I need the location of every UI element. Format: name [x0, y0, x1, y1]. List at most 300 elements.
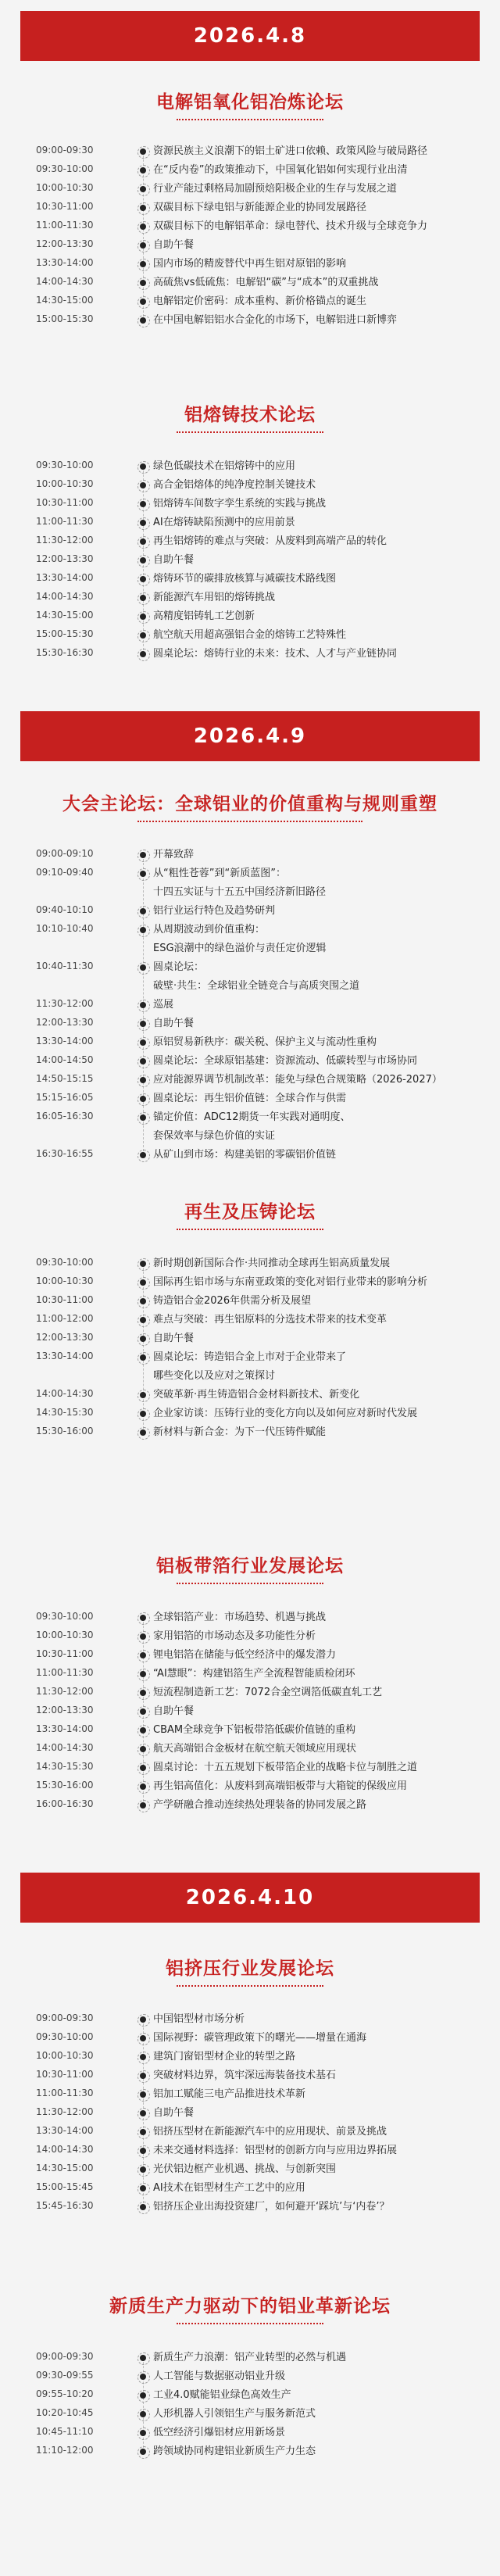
day-banner-3: 2026.4.10	[20, 1873, 480, 1923]
timeline-dot-icon	[140, 1279, 146, 1286]
session-topic-line: 光伏铝边框产业机遇、挑战、与创新突围	[153, 2163, 337, 2175]
session-topic	[153, 2179, 477, 2198]
schedule-row	[20, 1404, 480, 1423]
timeline-dot-icon	[140, 482, 146, 488]
timeline-dot-icon	[140, 1746, 146, 1752]
schedule-row	[20, 2066, 480, 2085]
session-topic	[153, 2141, 477, 2160]
session-topic	[153, 1014, 477, 1033]
session-time: 11:00-11:30	[36, 220, 94, 231]
schedule-row	[20, 864, 480, 902]
schedule-row	[20, 1740, 480, 1758]
session-time: 09:40-10:10	[36, 904, 94, 915]
timeline-dot-icon	[140, 1152, 146, 1158]
timeline-dot-icon	[140, 1727, 146, 1733]
session-topic-line: 企业家访谈：压铸行业的变化方向以及如何应对新时代发展	[153, 1408, 418, 1419]
session-topic	[153, 274, 477, 292]
session-time: 10:30-11:00	[36, 1648, 94, 1659]
session-time: 14:00-14:30	[36, 591, 94, 602]
timeline-dot-icon	[140, 1298, 146, 1304]
timeline-dot-icon	[140, 463, 146, 470]
timeline-dot-icon	[140, 280, 146, 286]
session-topic-line: 高硫焦vs低硫焦：电解铝“碳”与“成本”的双重挑战	[153, 277, 379, 288]
forum-title: 铝挤压行业发展论坛	[166, 1959, 334, 1979]
timeline-dot-icon	[140, 1114, 146, 1121]
session-topic-line: 高合金铝熔体的纯净度控制关键技术	[153, 479, 316, 491]
session-topic-line: 在“反内卷”的政策推动下，中国氧化铝如何实现行业出清	[153, 164, 408, 176]
session-topic	[153, 1796, 477, 1815]
session-topic	[153, 1254, 477, 1273]
timeline-dot-icon	[140, 1652, 146, 1658]
session-topic	[153, 2367, 477, 2386]
session-topic	[153, 2085, 477, 2104]
session-time: 09:00-09:10	[36, 848, 94, 859]
schedule-row	[20, 2386, 480, 2405]
timeline-dot-icon	[140, 871, 146, 877]
schedule-row	[20, 2048, 480, 2066]
timeline-dot-icon	[140, 1261, 146, 1267]
session-time: 09:55-10:20	[36, 2388, 94, 2399]
schedule-row	[20, 626, 480, 645]
timeline-dot-icon	[140, 538, 146, 545]
schedule-row	[20, 1146, 480, 1165]
timeline-dot-icon	[140, 2430, 146, 2436]
session-topic-line: 再生铝高值化：从废料到高端铝板带与大箱锭的保级应用	[153, 1780, 408, 1792]
session-time: 09:00-09:30	[36, 2012, 94, 2023]
session-topic	[153, 570, 477, 589]
session-topic-line: 开幕致辞	[153, 849, 195, 860]
session-topic-line: 新材料与新合金：为下一代压铸件赋能	[153, 1426, 327, 1438]
session-topic	[153, 1386, 477, 1404]
session-time: 09:30-10:00	[36, 1611, 94, 1622]
session-time: 11:00-11:30	[36, 2088, 94, 2098]
session-topic-line: 自助午餐	[153, 1705, 195, 1717]
session-topic-line: 自助午餐	[153, 239, 195, 251]
session-topic-line: 人工智能与数据驱动铝业升级	[153, 2370, 286, 2382]
session-topic-line: 短流程制造新工艺：7072合金空调箔低碳直轧工艺	[153, 1687, 383, 1698]
session-time: 14:30-15:30	[36, 1407, 94, 1418]
session-time: 15:00-15:30	[36, 313, 94, 324]
timeline-dot-icon	[140, 2166, 146, 2173]
schedule-row	[20, 1796, 480, 1815]
session-topic-line: 高精度铝铸轧工艺创新	[153, 610, 255, 622]
schedule-row	[20, 1702, 480, 1721]
session-topic	[153, 1702, 477, 1721]
schedule-row	[20, 589, 480, 607]
timeline-dot-icon	[140, 1633, 146, 1640]
session-time: 11:30-12:00	[36, 2106, 94, 2117]
session-topic	[153, 2160, 477, 2179]
session-topic-line: 圆桌论坛：	[153, 961, 205, 973]
session-topic-line: 铸造铝合金2026年供需分析及展望	[153, 1295, 312, 1307]
session-topic	[153, 1665, 477, 1683]
timeline-dot-icon	[140, 1058, 146, 1064]
session-time: 10:30-11:00	[36, 497, 94, 508]
timeline-dot-icon	[140, 261, 146, 267]
session-topic	[153, 1758, 477, 1777]
timeline-dot-icon	[140, 2392, 146, 2399]
schedule-row	[20, 1071, 480, 1089]
session-topic-line: 航天高端铝合金板材在航空航天领域应用现状	[153, 1743, 357, 1755]
session-time: 10:40-11:30	[36, 961, 94, 971]
session-time: 12:00-13:30	[36, 1705, 94, 1716]
session-topic	[153, 1089, 477, 1108]
session-topic-line: 行业产能过剩格局加剧预焙阳极企业的生存与发展之道	[153, 183, 398, 195]
session-topic-line: 铝挤压型材在新能源汽车中的应用现状、前景及挑战	[153, 2126, 388, 2138]
session-topic	[153, 1033, 477, 1052]
agenda-page	[20, 0, 480, 2576]
timeline-dot-icon	[140, 1802, 146, 1809]
session-time: 14:30-15:30	[36, 1761, 94, 1772]
session-topic	[153, 2029, 477, 2048]
session-topic	[153, 1646, 477, 1665]
session-time: 15:00-15:30	[36, 628, 94, 639]
session-topic	[153, 142, 477, 161]
session-time: 14:30-15:00	[36, 610, 94, 621]
session-topic-line: 工业4.0赋能铝业绿色高效生产	[153, 2389, 291, 2401]
session-time: 13:30-14:00	[36, 1723, 94, 1734]
session-topic	[153, 1146, 477, 1165]
session-time: 15:30-16:00	[36, 1426, 94, 1436]
session-topic-line: 套保效率与绿色价值的实证	[153, 1130, 276, 1142]
session-topic-line: 未来交通材料选择：铝型材的创新方向与应用边界拓展	[153, 2145, 398, 2156]
schedule-row	[20, 607, 480, 626]
timeline-dot-icon	[140, 557, 146, 564]
session-topic	[153, 292, 477, 311]
schedule-row	[20, 1052, 480, 1071]
session-topic	[153, 311, 477, 330]
session-time: 09:30-09:55	[36, 2370, 94, 2381]
timeline-dot-icon	[140, 2016, 146, 2023]
session-time: 16:30-16:55	[36, 1148, 94, 1159]
session-topic-line: 建筑门窗铝型材企业的转型之路	[153, 2051, 296, 2063]
session-topic-line: ESG浪潮中的绿色溢价与责任定价逻辑	[153, 943, 327, 954]
session-topic-line: 自助午餐	[153, 1333, 195, 1344]
schedule-list	[20, 2010, 480, 2216]
timeline-dot-icon	[140, 2374, 146, 2380]
session-topic-line: 在中国电解铝铝水合金化的市场下，电解铝进口新博弈	[153, 314, 398, 326]
session-topic-line: 十四五实证与十五五中国经济新旧路径	[153, 886, 327, 898]
timeline-dot-icon	[140, 242, 146, 249]
session-topic	[153, 2066, 477, 2085]
timeline-dot-icon	[140, 1429, 146, 1436]
session-topic-line: AI在熔铸缺陷预测中的应用前景	[153, 517, 295, 528]
timeline-dot-icon	[140, 1317, 146, 1323]
session-time: 10:00-10:30	[36, 478, 94, 489]
schedule-row	[20, 902, 480, 921]
session-topic-line: CBAM全球竞争下铝板带箔低碳价值链的重构	[153, 1724, 356, 1736]
session-topic-line: 跨领域协同构建铝业新质生产力生态	[153, 2445, 316, 2457]
session-time: 14:50-15:15	[36, 1073, 94, 1084]
timeline-dot-icon	[140, 2204, 146, 2210]
timeline-dot-icon	[140, 186, 146, 192]
session-topic	[153, 1292, 477, 1311]
session-time: 14:30-15:00	[36, 2163, 94, 2174]
session-topic	[153, 1348, 477, 1386]
timeline-dot-icon	[140, 205, 146, 211]
session-topic-line: 从“粗性苍蓉”到“新质蓝图”：	[153, 868, 286, 879]
timeline-dot-icon	[140, 2129, 146, 2135]
session-time: 14:00-14:30	[36, 1742, 94, 1753]
title-divider	[177, 431, 323, 433]
title-divider	[177, 1583, 323, 1584]
timeline-dot-icon	[140, 1708, 146, 1715]
session-topic-line: 圆桌讨论：十五五规划下板带箔企业的战略卡位与制胜之道	[153, 1762, 418, 1773]
schedule-row	[20, 1033, 480, 1052]
session-topic	[153, 846, 477, 864]
session-time: 10:20-10:45	[36, 2407, 94, 2418]
schedule-row	[20, 551, 480, 570]
timeline-dot-icon	[140, 964, 146, 971]
session-topic-line: 家用铝箔的市场动态及多功能性分析	[153, 1630, 316, 1642]
session-topic	[153, 1329, 477, 1348]
session-topic-line: 自助午餐	[153, 2107, 195, 2119]
schedule-row	[20, 476, 480, 495]
session-topic-line: 锚定价值：ADC12期货一年实践对通明度、	[153, 1111, 351, 1123]
session-topic	[153, 864, 477, 902]
timeline-dot-icon	[140, 908, 146, 914]
timeline-dot-icon	[140, 1096, 146, 1102]
schedule-row	[20, 1646, 480, 1665]
schedule-row	[20, 2442, 480, 2461]
session-topic	[153, 2048, 477, 2066]
session-topic	[153, 457, 477, 476]
schedule-row	[20, 1721, 480, 1740]
timeline-dot-icon	[140, 501, 146, 507]
session-topic-line: “AI慧眼”：构建铝箔生产全流程智能质检闭环	[153, 1668, 355, 1680]
schedule-row	[20, 1089, 480, 1108]
schedule-row	[20, 1758, 480, 1777]
session-time: 16:00-16:30	[36, 1798, 94, 1809]
session-topic-line: 铝加工赋能三电产品推进技术革新	[153, 2088, 306, 2100]
schedule-list	[20, 1254, 480, 1442]
schedule-row	[20, 457, 480, 476]
schedule-row	[20, 2029, 480, 2048]
session-topic-line: 绿色低碳技术在铝熔铸中的应用	[153, 460, 296, 472]
session-topic-line: 锂电铝箔在储能与低空经济中的爆发潜力	[153, 1649, 337, 1661]
timeline-dot-icon	[140, 1021, 146, 1027]
session-topic-line: 突破革新·再生铸造铝合金材料新技术、新变化	[153, 1389, 360, 1401]
session-topic	[153, 2104, 477, 2123]
schedule-row	[20, 1683, 480, 1702]
schedule-row	[20, 1665, 480, 1683]
session-topic-line: 双碳目标下绿电铝与新能源企业的协同发展路径	[153, 202, 367, 213]
schedule-row	[20, 958, 480, 996]
schedule-row	[20, 1329, 480, 1348]
timeline-dot-icon	[140, 2035, 146, 2041]
session-time: 14:30-15:00	[36, 295, 94, 306]
session-time: 13:30-14:00	[36, 572, 94, 583]
session-time: 10:30-11:00	[36, 1294, 94, 1305]
timeline-dot-icon	[140, 2054, 146, 2060]
session-topic-line: 圆桌论坛：全球原铝基建：资源流动、低碳转型与市场协同	[153, 1055, 418, 1067]
schedule-row	[20, 2405, 480, 2424]
schedule-row	[20, 1254, 480, 1273]
schedule-row	[20, 2104, 480, 2123]
schedule-list	[20, 2349, 480, 2461]
session-topic-line: 新时期创新国际合作·共同推动全球再生铝高质量发展	[153, 1258, 391, 1269]
session-topic-line: 全球铝箔产业：市场趋势、机遇与挑战	[153, 1612, 327, 1623]
title-divider	[177, 1985, 323, 1987]
session-topic	[153, 626, 477, 645]
session-topic	[153, 236, 477, 255]
session-topic	[153, 1627, 477, 1646]
session-time: 11:30-12:00	[36, 998, 94, 1009]
session-topic	[153, 551, 477, 570]
session-time: 11:00-11:30	[36, 516, 94, 527]
session-time: 14:00-14:30	[36, 2144, 94, 2155]
session-time: 11:00-12:00	[36, 1313, 94, 1324]
session-topic-line: 从矿山到市场：构建美铝的零碳铝价值链	[153, 1149, 337, 1161]
schedule-row	[20, 217, 480, 236]
session-time: 15:30-16:30	[36, 647, 94, 658]
session-time: 12:00-13:30	[36, 1017, 94, 1028]
schedule-row	[20, 1386, 480, 1404]
schedule-row	[20, 2123, 480, 2141]
timeline-dot-icon	[140, 2449, 146, 2455]
session-time: 09:30-10:00	[36, 1257, 94, 1268]
schedule-row	[20, 921, 480, 958]
schedule-row	[20, 311, 480, 330]
session-topic	[153, 2198, 477, 2216]
schedule-row	[20, 495, 480, 513]
schedule-row	[20, 1348, 480, 1386]
schedule-row	[20, 1108, 480, 1146]
timeline-dot-icon	[140, 148, 146, 155]
session-topic	[153, 958, 477, 996]
schedule-row	[20, 180, 480, 199]
session-topic	[153, 532, 477, 551]
schedule-row	[20, 1627, 480, 1646]
session-topic-line: 熔铸环节的碳排放核算与减碳技术路线图	[153, 573, 337, 585]
schedule-row	[20, 142, 480, 161]
session-time: 12:00-13:30	[36, 1332, 94, 1343]
forum-title: 铝熔铸技术论坛	[184, 405, 316, 425]
session-time: 10:45-11:10	[36, 2426, 94, 2437]
timeline-dot-icon	[140, 1336, 146, 1342]
timeline-dot-icon	[140, 299, 146, 305]
session-topic	[153, 1740, 477, 1758]
schedule-row	[20, 255, 480, 274]
timeline-dot-icon	[140, 1765, 146, 1771]
forum-title: 铝板带箔行业发展论坛	[156, 1556, 344, 1576]
session-topic	[153, 2386, 477, 2405]
schedule-list	[20, 846, 480, 1165]
session-topic-line: 产学研融合推动连续热处理装备的协同发展之路	[153, 1799, 367, 1811]
session-topic-line: 新能源汽车用铝的熔铸挑战	[153, 592, 276, 603]
schedule-row	[20, 236, 480, 255]
session-topic	[153, 495, 477, 513]
session-time: 15:45-16:30	[36, 2200, 94, 2211]
title-divider	[177, 1229, 323, 1230]
session-topic-line: 双碳目标下的电解铝革命：绿电替代、技术升级与全球竞争力	[153, 220, 428, 232]
schedule-row	[20, 532, 480, 551]
schedule-row	[20, 1608, 480, 1627]
timeline-dot-icon	[140, 595, 146, 601]
session-time: 10:10-10:40	[36, 923, 94, 934]
session-topic	[153, 161, 477, 180]
session-time: 10:00-10:30	[36, 1275, 94, 1286]
session-topic-line: 新质生产力浪潮：铝产业转型的必然与机遇	[153, 2352, 347, 2363]
session-time: 15:15-16:05	[36, 1092, 94, 1103]
schedule-row	[20, 1292, 480, 1311]
session-topic	[153, 921, 477, 958]
schedule-row	[20, 1273, 480, 1292]
timeline-dot-icon	[140, 614, 146, 620]
session-topic	[153, 2424, 477, 2442]
session-topic-line: 巡展	[153, 999, 174, 1011]
schedule-row	[20, 292, 480, 311]
timeline-dot-icon	[140, 2355, 146, 2361]
session-topic	[153, 1721, 477, 1740]
session-time: 10:00-10:30	[36, 182, 94, 193]
schedule-row	[20, 645, 480, 664]
session-topic	[153, 199, 477, 217]
session-time: 13:30-14:00	[36, 1351, 94, 1361]
session-time: 13:30-14:00	[36, 1036, 94, 1046]
session-topic-line: 破壁·共生：全球铝业全链竞合与高质突围之道	[153, 980, 360, 992]
session-topic-line: 资源民族主义浪潮下的铝土矿进口依赖、政策风险与破局路径	[153, 145, 428, 157]
session-topic	[153, 1052, 477, 1071]
session-topic	[153, 180, 477, 199]
forum-title: 电解铝氧化铝冶炼论坛	[156, 92, 344, 113]
session-topic-line: 铝挤压企业出海投资建厂，如何避开‘踩坑’与‘内卷’？	[153, 2201, 390, 2213]
schedule-list	[20, 142, 480, 330]
timeline-dot-icon	[140, 1392, 146, 1398]
session-topic	[153, 589, 477, 607]
session-topic	[153, 645, 477, 664]
schedule-list	[20, 457, 480, 664]
session-time: 16:05-16:30	[36, 1111, 94, 1122]
schedule-row	[20, 1423, 480, 1442]
timeline-dot-icon	[140, 651, 146, 657]
session-topic-line: 铝熔铸车间数字孪生系统的实践与挑战	[153, 498, 327, 510]
timeline-dot-icon	[140, 1039, 146, 1046]
timeline-dot-icon	[140, 2091, 146, 2098]
session-topic	[153, 2405, 477, 2424]
session-topic-line: 中国铝型材市场分析	[153, 2013, 245, 2025]
schedule-row	[20, 2349, 480, 2367]
session-time: 09:00-09:30	[36, 145, 94, 156]
day-banner-2: 2026.4.9	[20, 711, 480, 761]
session-topic-line: 国际再生铝市场与东南亚政策的变化对铝行业带来的影响分析	[153, 1276, 428, 1288]
timeline-dot-icon	[140, 852, 146, 858]
timeline-dot-icon	[140, 1690, 146, 1696]
session-topic	[153, 2442, 477, 2461]
schedule-row	[20, 2424, 480, 2442]
schedule-list	[20, 1608, 480, 1815]
session-topic-line: 圆桌论坛：熔铸行业的未来：技术、人才与产业链协同	[153, 648, 398, 660]
timeline-dot-icon	[140, 2110, 146, 2116]
schedule-row	[20, 2179, 480, 2198]
schedule-row	[20, 161, 480, 180]
session-topic-line: 圆桌论坛：铸造铝合金上市对于企业带来了	[153, 1351, 347, 1363]
session-time: 12:00-13:30	[36, 238, 94, 249]
timeline-dot-icon	[140, 520, 146, 526]
session-topic	[153, 513, 477, 532]
session-topic-line: 人形机器人引领铝生产与服务新范式	[153, 2408, 316, 2420]
session-topic-line: 哪些变化以及应对之策探讨	[153, 1370, 276, 1382]
schedule-row	[20, 996, 480, 1014]
session-time: 09:30-10:00	[36, 2031, 94, 2042]
session-topic-line: 从周期波动到价值重构：	[153, 924, 266, 936]
forum-title: 再生及压铸论坛	[184, 1202, 316, 1222]
timeline-dot-icon	[140, 2073, 146, 2079]
session-topic-line: 国内市场的精废替代中再生铝对原铝的影响	[153, 258, 347, 270]
day-banner-1: 2026.4.8	[20, 11, 480, 61]
title-divider	[177, 119, 323, 120]
session-topic	[153, 1404, 477, 1423]
